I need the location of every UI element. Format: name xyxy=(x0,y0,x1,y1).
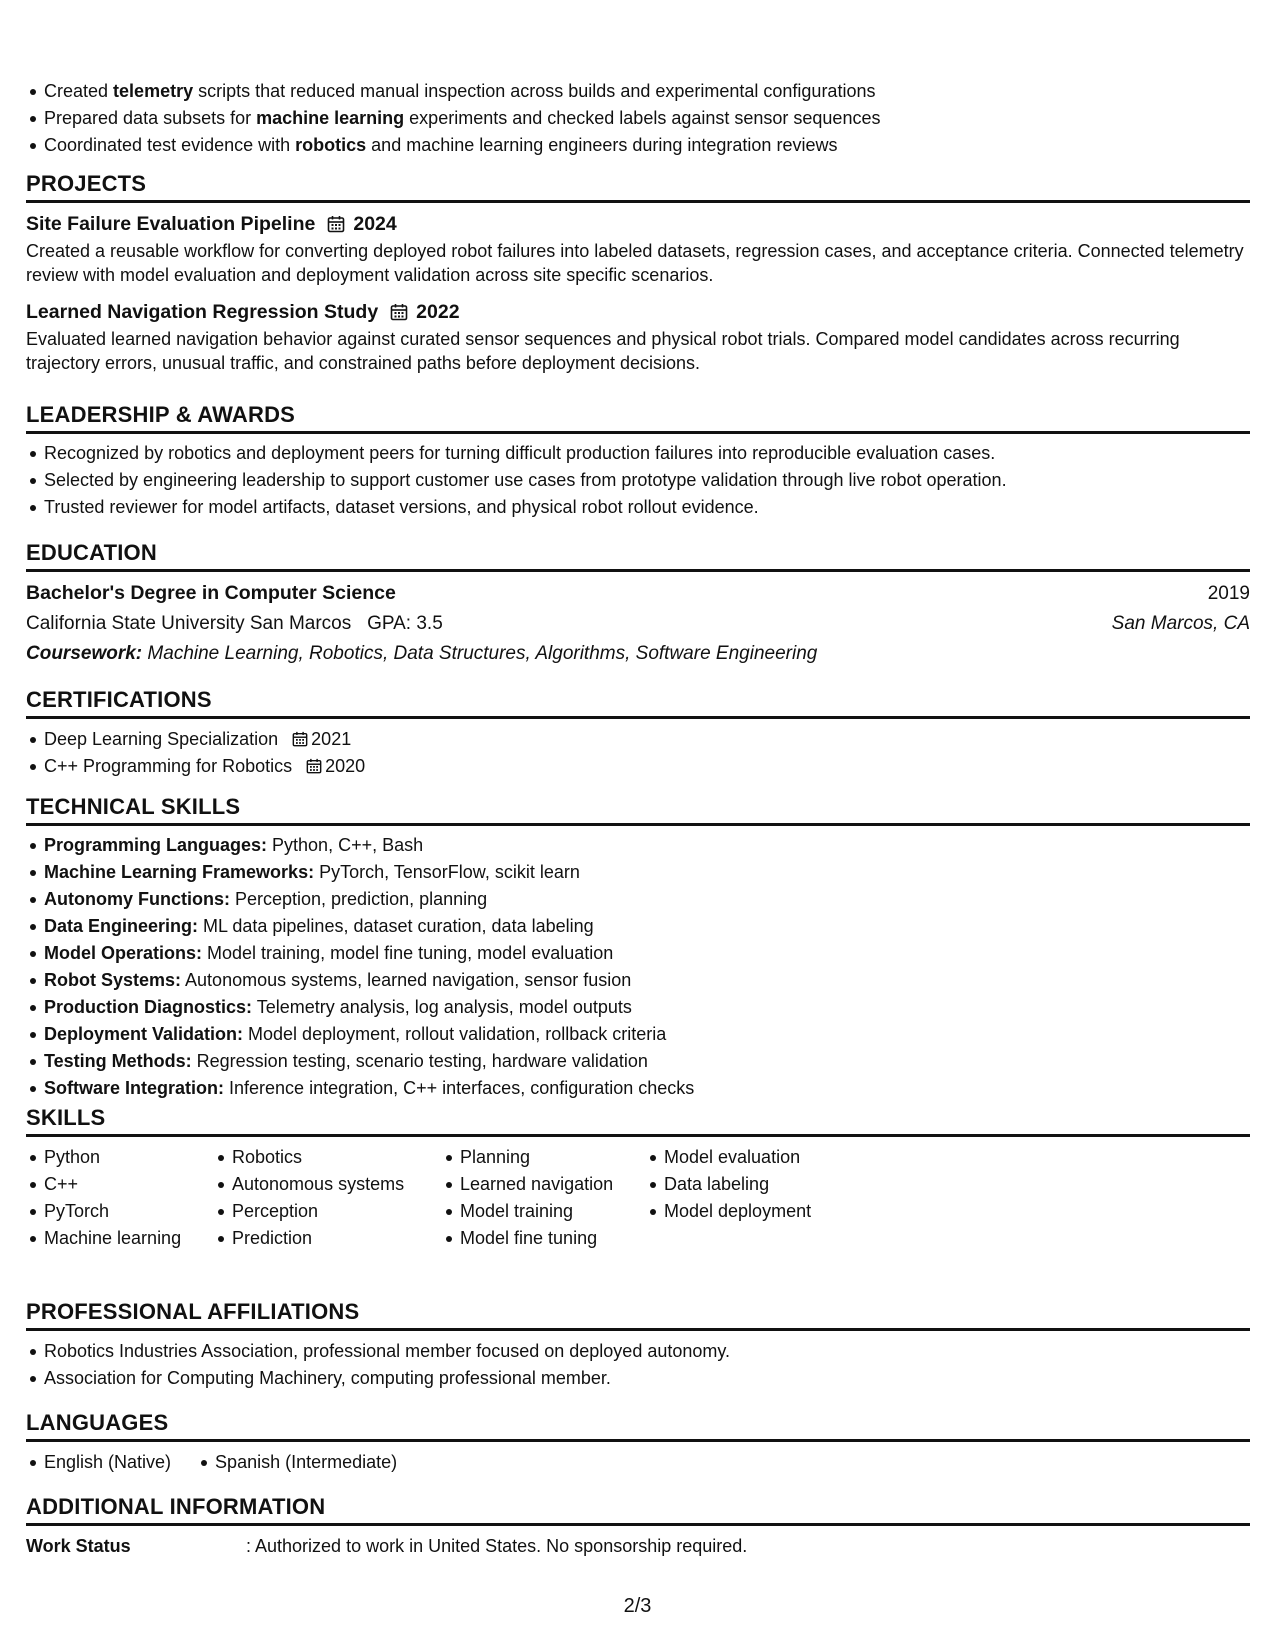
project-title: Site Failure Evaluation Pipeline xyxy=(26,213,316,235)
skill-item: Robotics xyxy=(214,1144,442,1171)
project-item xyxy=(26,211,1250,287)
section-heading-additional: ADDITIONAL INFORMATION xyxy=(26,1494,1250,1526)
school-location: San Marcos, CA xyxy=(1111,613,1250,634)
experience-bullet-list xyxy=(26,78,1250,159)
skills-column xyxy=(214,1144,442,1252)
project-description: Evaluated learned navigation behavior against curated sensor sequences and physical robot trials. Compared model candidates across recurring trajectory errors, unusual traffic, and constrained paths before deployment decisions. xyxy=(26,329,1180,373)
calendar-icon xyxy=(327,215,345,233)
section-heading-education: EDUCATION xyxy=(26,540,1250,572)
certification-year: 2021 xyxy=(311,729,352,749)
experience-bullet: Prepared data subsets for machine learning experiments and checked labels against sensor sequences xyxy=(26,105,1250,132)
skills-section xyxy=(26,1105,1250,1252)
section-heading-leadership: LEADERSHIP & AWARDS xyxy=(26,402,1250,434)
graduation-year: 2019 xyxy=(1207,583,1250,604)
work-status-value: : Authorized to work in United States. No sponsorship required. xyxy=(246,1536,748,1556)
technical-skill-item: Software Integration: Inference integration, C++ interfaces, configuration checks xyxy=(26,1075,1250,1102)
calendar-icon xyxy=(292,731,308,747)
skill-item: Learned navigation xyxy=(442,1171,646,1198)
technical-skill-item: Deployment Validation: Model deployment, rollout validation, rollback criteria xyxy=(26,1021,1250,1048)
technical-skills-section xyxy=(26,794,1250,1102)
skills-column xyxy=(646,1144,866,1252)
skill-item: Planning xyxy=(442,1144,646,1171)
skill-item: PyTorch xyxy=(26,1198,214,1225)
skill-item: Prediction xyxy=(214,1225,442,1252)
section-heading-affiliations: PROFESSIONAL AFFILIATIONS xyxy=(26,1299,1250,1331)
certifications-section xyxy=(26,687,1250,780)
calendar-icon xyxy=(306,758,322,774)
degree-title: Bachelor's Degree in Computer Science xyxy=(26,582,396,604)
language-item: Spanish (Intermediate) xyxy=(197,1449,397,1476)
calendar-icon xyxy=(390,303,408,321)
skill-item: Autonomous systems xyxy=(214,1171,442,1198)
language-item: English (Native) xyxy=(26,1449,171,1476)
languages-section xyxy=(26,1410,1250,1476)
technical-skill-item: Production Diagnostics: Telemetry analysis, log analysis, model outputs xyxy=(26,994,1250,1021)
certification-year: 2020 xyxy=(325,756,366,776)
section-heading-projects: PROJECTS xyxy=(26,171,1250,203)
leadership-item: Trusted reviewer for model artifacts, dataset versions, and physical robot rollout evidence. xyxy=(26,494,1250,521)
project-item xyxy=(26,299,1250,375)
skill-item: Model fine tuning xyxy=(442,1225,646,1252)
skill-item: Model deployment xyxy=(646,1198,866,1225)
skill-item: Python xyxy=(26,1144,214,1171)
leadership-section xyxy=(26,402,1250,521)
technical-skill-item: Robot Systems: Autonomous systems, learned navigation, sensor fusion xyxy=(26,967,1250,994)
coursework: Coursework: Machine Learning, Robotics, Data Structures, Algorithms, Software Engineering xyxy=(26,643,818,664)
technical-skill-item: Machine Learning Frameworks: PyTorch, TensorFlow, scikit learn xyxy=(26,859,1250,886)
work-status-row xyxy=(26,1534,1250,1558)
certification-item: Deep Learning Specialization 2021 xyxy=(26,726,1250,753)
gpa: GPA: 3.5 xyxy=(367,613,443,634)
skill-item: Machine learning xyxy=(26,1225,214,1252)
skill-item: Model training xyxy=(442,1198,646,1225)
section-heading-languages: LANGUAGES xyxy=(26,1410,1250,1442)
education-section xyxy=(26,540,1250,669)
technical-skill-item: Data Engineering: ML data pipelines, dataset curation, data labeling xyxy=(26,913,1250,940)
affiliation-item: Robotics Industries Association, professional member focused on deployed autonomy. xyxy=(26,1338,1250,1365)
coursework-label: Coursework: xyxy=(26,643,143,664)
affiliation-item: Association for Computing Machinery, computing professional member. xyxy=(26,1365,1250,1392)
section-heading-certifications: CERTIFICATIONS xyxy=(26,687,1250,719)
projects-section xyxy=(26,171,1250,375)
skills-column xyxy=(26,1144,214,1252)
technical-skill-item: Autonomy Functions: Perception, prediction, planning xyxy=(26,886,1250,913)
skill-item: C++ xyxy=(26,1171,214,1198)
work-status-label: Work Status xyxy=(26,1536,131,1556)
section-heading-technical-skills: TECHNICAL SKILLS xyxy=(26,794,1250,826)
project-description: Created a reusable workflow for converting deployed robot failures into labeled datasets, regression cases, and acceptance criteria. Connected telemetry review with model evaluation and deployment validation across site specific scenarios. xyxy=(26,241,1244,285)
technical-skill-item: Testing Methods: Regression testing, scenario testing, hardware validation xyxy=(26,1048,1250,1075)
certification-item: C++ Programming for Robotics 2020 xyxy=(26,753,1250,780)
skill-item: Perception xyxy=(214,1198,442,1225)
page-number: 2/3 xyxy=(623,1595,652,1617)
technical-skill-item: Programming Languages: Python, C++, Bash xyxy=(26,832,1250,859)
section-heading-skills: SKILLS xyxy=(26,1105,1250,1137)
project-year: 2024 xyxy=(353,213,397,235)
experience-bullet: Created telemetry scripts that reduced manual inspection across builds and experimental configurations xyxy=(26,78,1250,105)
additional-info-section xyxy=(26,1494,1250,1558)
skill-item: Data labeling xyxy=(646,1171,866,1198)
leadership-item: Selected by engineering leadership to support customer use cases from prototype validation through live robot operation. xyxy=(26,467,1250,494)
experience-bullet: Coordinated test evidence with robotics and machine learning engineers during integration reviews xyxy=(26,132,1250,159)
leadership-item: Recognized by robotics and deployment peers for turning difficult production failures into reproducible evaluation cases. xyxy=(26,440,1250,467)
project-year: 2022 xyxy=(416,301,460,323)
skills-column xyxy=(442,1144,646,1252)
technical-skill-item: Model Operations: Model training, model fine tuning, model evaluation xyxy=(26,940,1250,967)
affiliations-section xyxy=(26,1299,1250,1392)
project-title: Learned Navigation Regression Study xyxy=(26,301,379,323)
skill-item: Model evaluation xyxy=(646,1144,866,1171)
school-name: California State University San Marcos xyxy=(26,613,352,634)
